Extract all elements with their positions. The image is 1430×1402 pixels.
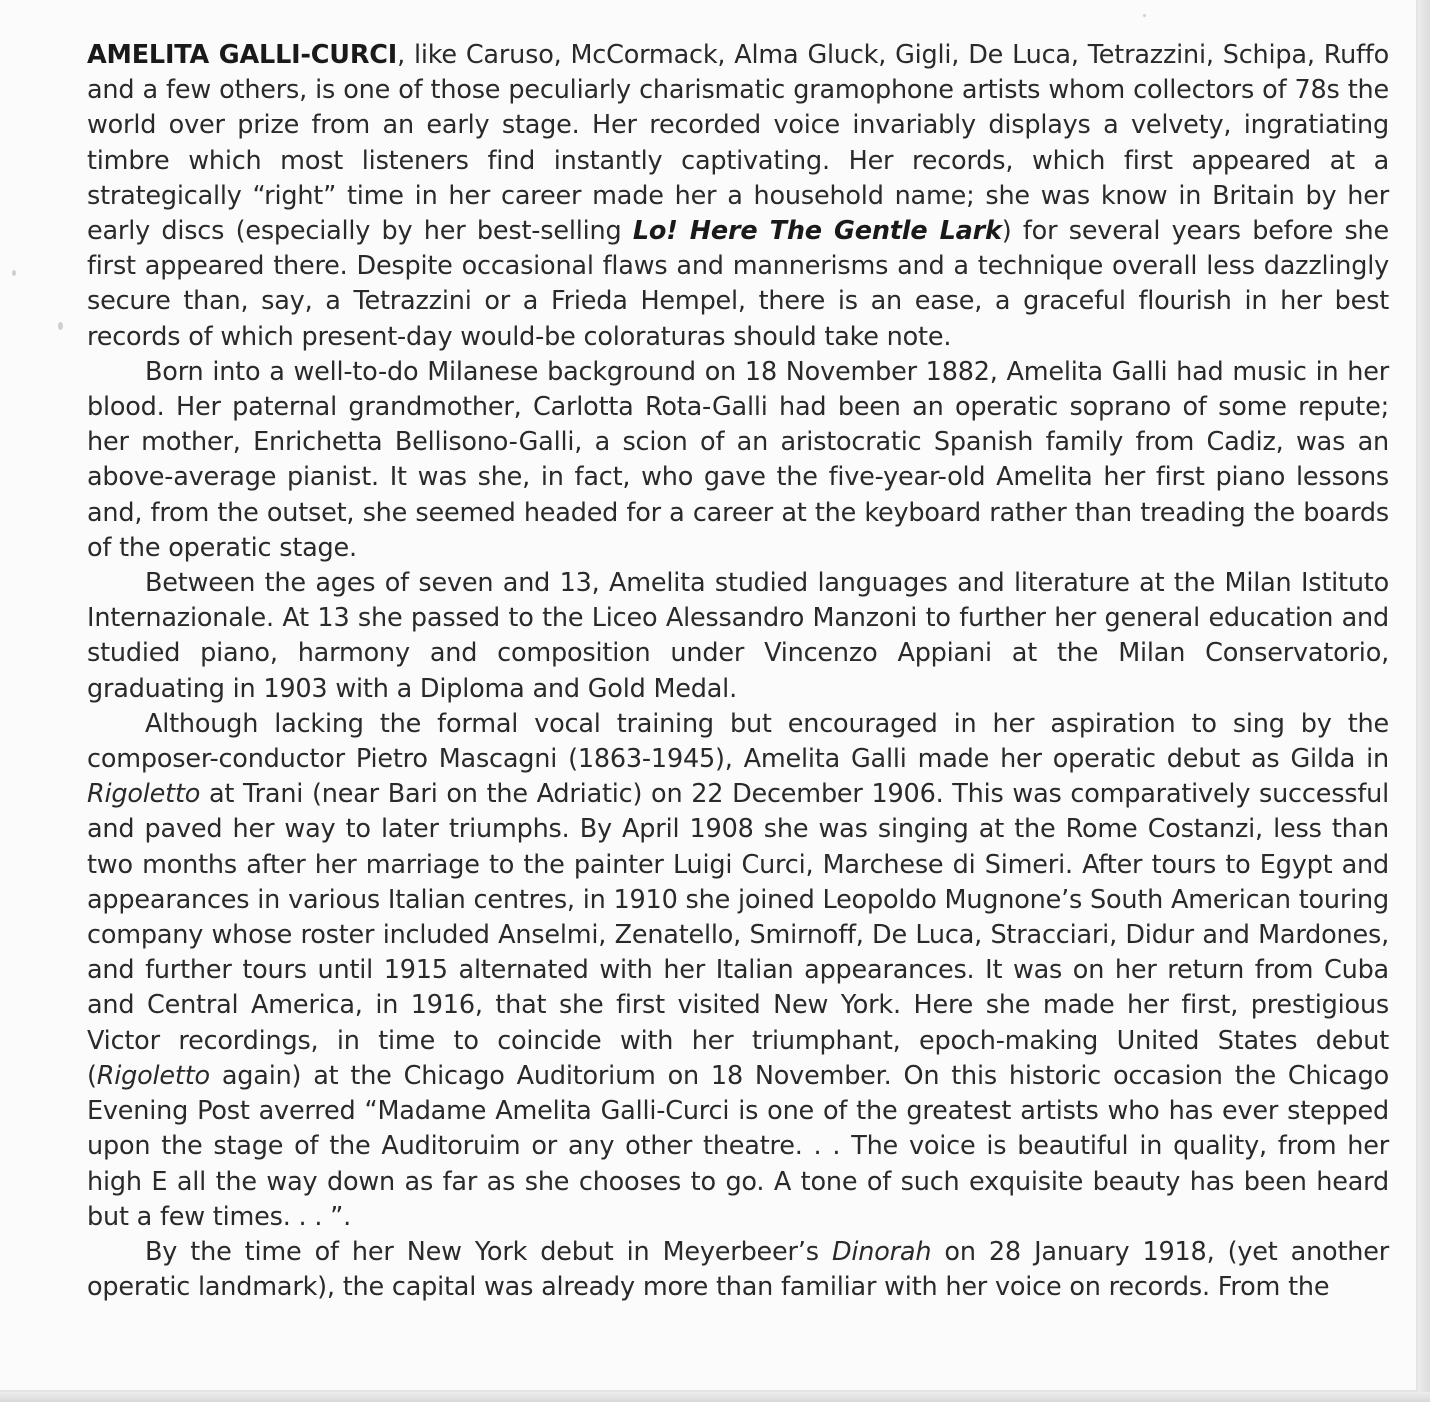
opera-title: Dinorah xyxy=(831,1236,932,1267)
paper-speck xyxy=(1143,14,1146,17)
page-edge-shadow xyxy=(1418,0,1430,1402)
paragraph-early-life: Born into a well-to-do Milanese background on 18 November 1882, Amelita Galli had music in her blood. Her paternal grandmother, Carlotta Rota-Galli had been an operatic soprano of some repute; her mother, Enrichetta Bellisono-Galli, a scion of an aristocratic Spanish family from Cadiz, was an above-average pianist. It was she, in fact, who gave the five-year-old Amelita her first piano lessons and, from the outset, she seemed headed for a career at the keyboard rather than treading the boards of the operatic stage. xyxy=(87,356,1389,563)
opera-title: Rigoletto xyxy=(87,779,201,810)
paragraph-text: ) for several years before she first appeared there. Despite occasional flaws and mannerisms and a technique overall less dazzlingly secure than, say, a Tetrazzini or a Frieda Hempel, there is an ease, a graceful flourish in her best records of which present-day would-be coloraturas should take note. xyxy=(87,216,1389,352)
paragraph-text: at Trani (near Bari on the Adriatic) on 22 December 1906. This was comparatively successful and paved her way to later triumphs. By April 1908 she was singing at the Rome Costanzi, less than two months after her marriage to the painter Luigi Curci, Marchese di Simeri. After tours to Egypt and appearances in various Italian centres, in 1910 she joined Leopoldo Mugnone’s South American touring company whose roster included Anselmi, Zenatello, Smirnoff, De Luca, Stracciari, Didur and Mardones, and further tours until 1915 alternated with her Italian appearances. It was on her return from Cuba and Central America, in 1916, that she first visited New York. Here she made her first, prestigious Victor recordings, in time to coincide with her triumphant, epoch-making United States debut ( xyxy=(87,779,1389,1091)
article-body xyxy=(87,38,1389,1305)
paper-speck xyxy=(58,322,63,330)
song-title: Lo! Here The Gentle Lark xyxy=(632,216,1002,247)
lead-name: AMELITA GALLI-CURCI xyxy=(87,40,398,70)
paragraph-career xyxy=(87,707,1389,1235)
paragraph-text: Although lacking the formal vocal training but encouraged in her aspiration to sing by the composer-conductor Pietro Mascagni (1863-1945), Amelita Galli made her operatic debut as Gilda in xyxy=(87,708,1389,775)
paragraph-text: again) at the Chicago Auditorium on 18 November. On this historic occasion the Chicago Evening Post averred “Madame Amelita Galli-Curci is one of the greatest artists who has ever stepped upon the stage of the Auditoruim or any other theatre. . . The voice is beautiful in quality, from her high E all the way down as far as she chooses to go. A tone of such exquisite beauty has been heard but a few times. . . ”. xyxy=(87,1060,1389,1232)
paragraph-intro xyxy=(87,38,1389,355)
paragraph-new-york xyxy=(87,1235,1389,1305)
paper-speck xyxy=(12,270,16,276)
paragraph-text: on 28 January 1918, (yet another operatic landmark), the capital was already more than familiar with her voice on records. From the xyxy=(87,1236,1389,1303)
paragraph-text: , like Caruso, McCormack, Alma Gluck, Gigli, De Luca, Tetrazzini, Schipa, Ruffo and a few others, is one of those peculiarly charismatic gramophone artists whom collectors of 78s the world over prize from an early stage. Her recorded voice invariably displays a velvety, ingratiating timbre which most listeners find instantly captivating. Her records, which first appeared at a strategically “right” time in her career made her a household name; she was know in Britain by her early discs (especially by her best-selling xyxy=(87,40,1389,247)
page-edge-shadow xyxy=(0,1392,1430,1402)
paragraph-text: By the time of her New York debut in Meyerbeer’s xyxy=(145,1236,832,1267)
paragraph-education: Between the ages of seven and 13, Amelita studied languages and literature at the Milan Istituto Internazionale. At 13 she passed to the Liceo Alessandro Manzoni to further her general education and studied piano, harmony and composition under Vincenzo Appiani at the Milan Conservatorio, graduating in 1903 with a Diploma and Gold Medal. xyxy=(87,568,1389,704)
opera-title: Rigoletto xyxy=(96,1060,210,1091)
